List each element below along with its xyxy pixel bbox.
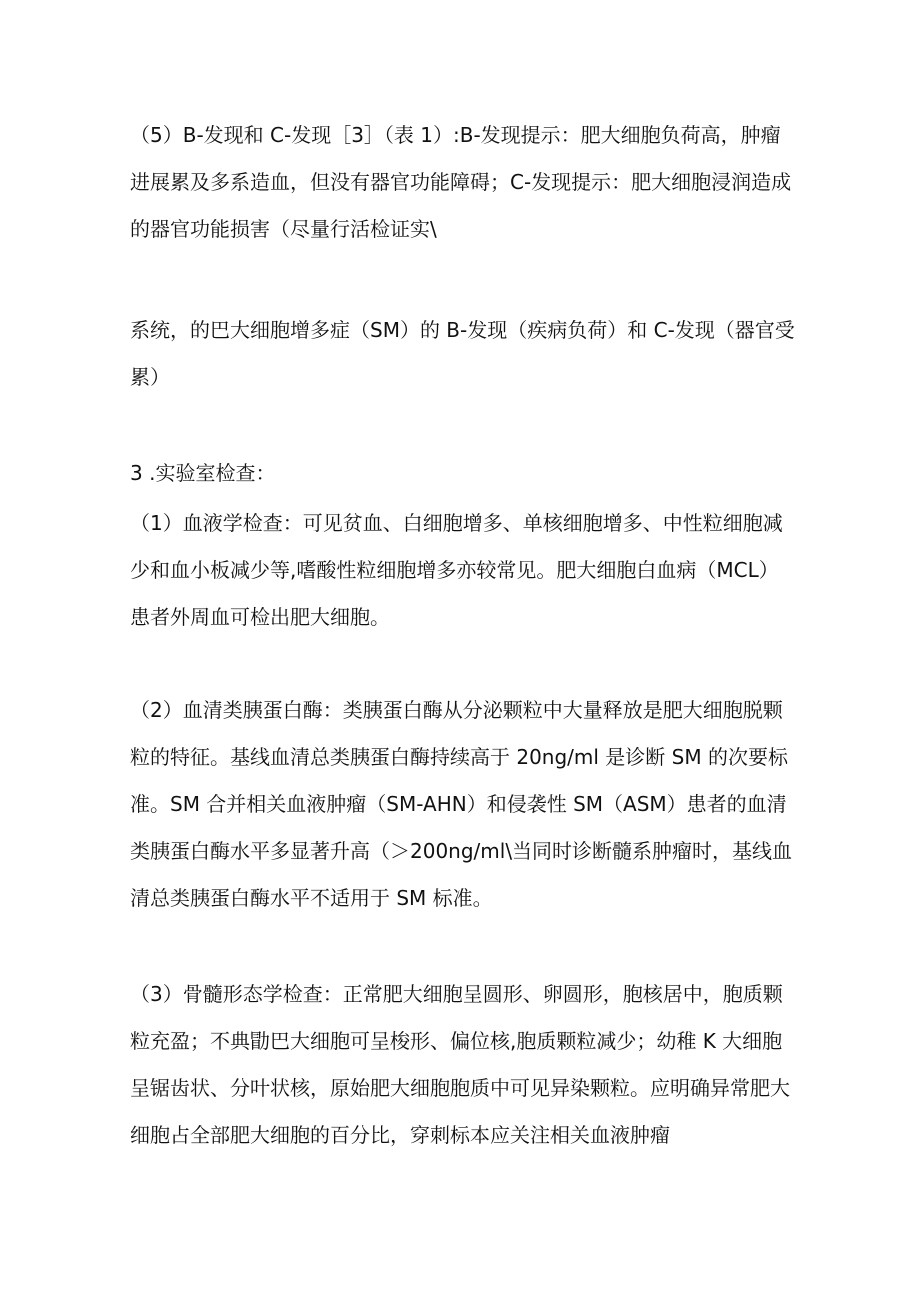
text-line: 3 .实验室检查：	[130, 461, 276, 485]
text-line: 呈锯齿状、分叶状核，原始肥大细胞胞质中可见异染颗粒。应明确异常肥大	[130, 1076, 790, 1100]
text-line: 患者外周血可检出肥大细胞。	[130, 605, 390, 629]
paragraph-hematology	[130, 500, 800, 641]
paragraph-serum-tryptase	[130, 687, 800, 922]
text-line: 累）	[130, 365, 170, 389]
text-line: 的器官功能损害（尽量行活检证实\	[130, 217, 437, 241]
text-line: 粒的特征。基线血清总类胰蛋白酶持续高于 20ng/ml 是诊断 SM 的次要标	[130, 745, 788, 769]
text-line: （5）B-发现和 C-发现［3］（表 1）:B-发现提示：肥大细胞负荷高，肿瘤	[130, 123, 781, 147]
text-line: 进展累及多系造血，但没有器官功能障碍；C-发现提示：肥大细胞浸润造成	[130, 170, 792, 194]
paragraph-table-caption	[130, 307, 800, 401]
paragraph-b-c-findings	[130, 112, 800, 253]
section-heading-lab-tests	[130, 450, 800, 497]
text-line: 类胰蛋白酶水平多显著升高（＞200ng/ml\当同时诊断髓系肿瘤时，基线血	[130, 839, 793, 863]
text-line: （2）血清类胰蛋白酶：类胰蛋白酶从分泌颗粒中大量释放是肥大细胞脱颗	[130, 698, 783, 722]
text-line: 少和血小板减少等,嗜酸性粒细胞增多亦较常见。肥大细胞白血病（MCL）	[130, 558, 779, 582]
text-line: 准。SM 合并相关血液肿瘤（SM-AHN）和侵袭性 SM（ASM）患者的血清	[130, 792, 787, 816]
paragraph-bone-marrow-morphology	[130, 971, 800, 1159]
text-line: 清总类胰蛋白酶水平不适用于 SM 标准。	[130, 886, 493, 910]
text-line: 细胞占全部肥大细胞的百分比，穿刺标本应关注相关血液肿瘤	[130, 1123, 670, 1147]
text-line: 粒充盈；不典勖巴大细胞可呈梭形、偏位核,胞质颗粒减少；幼稚 K 大细胞	[130, 1029, 783, 1053]
text-line: （3）骨髓形态学检查：正常肥大细胞呈圆形、卵圆形，胞核居中，胞质颗	[130, 982, 783, 1006]
text-line: 系统，的巴大细胞增多症（SM）的 B-发现（疾病负荷）和 C-发现（器官受	[130, 318, 795, 342]
text-line: （1）血液学检查：可见贫血、白细胞增多、单核细胞增多、中性粒细胞减	[130, 511, 783, 535]
